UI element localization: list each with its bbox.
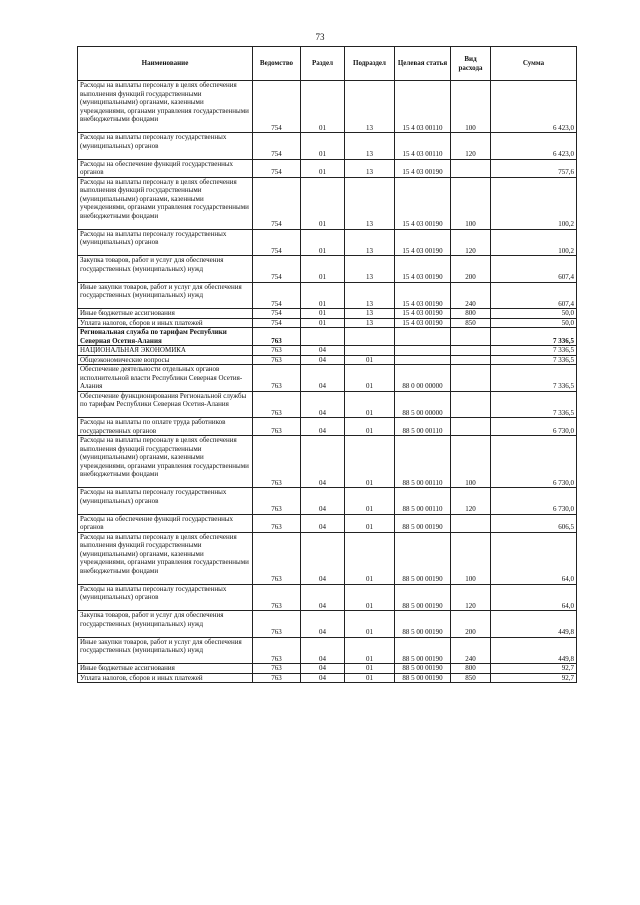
- row-amount-cell: 7 336,5: [491, 346, 577, 356]
- row-name-cell: Расходы на выплаты персоналу государственных (муниципальных) органов: [78, 133, 253, 160]
- row-name-cell: НАЦИОНАЛЬНАЯ ЭКОНОМИКА: [78, 346, 253, 356]
- row-subsection-cell: 13: [345, 133, 395, 160]
- row-section-cell: 04: [301, 637, 345, 664]
- table-row: [78, 673, 577, 683]
- table-row: [78, 532, 577, 584]
- column-header-subsection: Подраздел: [345, 47, 395, 81]
- row-subsection-cell: 01: [345, 514, 395, 532]
- row-section-cell: 04: [301, 664, 345, 674]
- row-subsection-cell: 01: [345, 637, 395, 664]
- table-row: [78, 391, 577, 418]
- table-row: [78, 159, 577, 177]
- table-row: [78, 418, 577, 436]
- row-amount-cell: 92,7: [491, 673, 577, 683]
- row-amount-cell: 7 336,5: [491, 328, 577, 346]
- row-section-cell: 04: [301, 673, 345, 683]
- row-target-article-cell: [395, 328, 451, 346]
- row-subsection-cell: 13: [345, 81, 395, 133]
- table-row: [78, 488, 577, 515]
- row-department-cell: 763: [253, 418, 301, 436]
- row-section-cell: [301, 328, 345, 346]
- table-row: [78, 318, 577, 328]
- row-target-article-cell: 88 5 00 00190: [395, 611, 451, 638]
- row-amount-cell: 7 336,5: [491, 355, 577, 365]
- row-department-cell: 763: [253, 488, 301, 515]
- row-subsection-cell: 01: [345, 365, 395, 392]
- row-target-article-cell: 88 0 00 00000: [395, 365, 451, 392]
- row-name-cell: Расходы на обеспечение функций государственных органов: [78, 159, 253, 177]
- row-department-cell: 763: [253, 673, 301, 683]
- row-subsection-cell: 13: [345, 159, 395, 177]
- row-expense-type-cell: 120: [451, 229, 491, 256]
- row-department-cell: 763: [253, 584, 301, 611]
- row-expense-type-cell: 240: [451, 282, 491, 309]
- row-name-cell: Расходы на выплаты персоналу государственных (муниципальных) органов: [78, 229, 253, 256]
- row-amount-cell: 757,6: [491, 159, 577, 177]
- row-amount-cell: 449,8: [491, 611, 577, 638]
- row-subsection-cell: 01: [345, 488, 395, 515]
- row-expense-type-cell: 800: [451, 309, 491, 319]
- row-expense-type-cell: 240: [451, 637, 491, 664]
- row-department-cell: 754: [253, 81, 301, 133]
- row-target-article-cell: 15 4 03 00110: [395, 81, 451, 133]
- row-target-article-cell: 15 4 03 00190: [395, 159, 451, 177]
- row-name-cell: Иные закупки товаров, работ и услуг для обеспечения государственных (муниципальных) нужд: [78, 637, 253, 664]
- row-name-cell: Закупка товаров, работ и услуг для обеспечения государственных (муниципальных) нужд: [78, 256, 253, 283]
- row-department-cell: 763: [253, 355, 301, 365]
- row-department-cell: 763: [253, 664, 301, 674]
- row-target-article-cell: 15 4 03 00190: [395, 318, 451, 328]
- row-name-cell: Обеспечение деятельности отдельных органов исполнительной власти Республики Северная Осетия-Алания: [78, 365, 253, 392]
- row-section-cell: 04: [301, 488, 345, 515]
- row-subsection-cell: 13: [345, 256, 395, 283]
- row-department-cell: 763: [253, 436, 301, 488]
- row-expense-type-cell: [451, 365, 491, 392]
- row-amount-cell: 6 423,0: [491, 81, 577, 133]
- row-amount-cell: 100,2: [491, 177, 577, 229]
- row-subsection-cell: [345, 346, 395, 356]
- row-amount-cell: 6 730,0: [491, 418, 577, 436]
- row-expense-type-cell: [451, 328, 491, 346]
- table-row: [78, 355, 577, 365]
- row-name-cell: Уплата налогов, сборов и иных платежей: [78, 318, 253, 328]
- row-name-cell: Иные бюджетные ассигнования: [78, 664, 253, 674]
- row-name-cell: Расходы на выплаты персоналу в целях обеспечения выполнения функций государственными (муниципальными) органами, казенными учреждениями, органами управления государственными внебюджетными фондами: [78, 81, 253, 133]
- budget-table: [77, 46, 577, 683]
- row-name-cell: Расходы на выплаты персоналу в целях обеспечения выполнения функций государственными (муниципальными) органами, казенными учреждениями, органами управления государственными внебюджетными фондами: [78, 177, 253, 229]
- row-name-cell: Общеэкономические вопросы: [78, 355, 253, 365]
- row-section-cell: 01: [301, 256, 345, 283]
- row-expense-type-cell: [451, 159, 491, 177]
- row-amount-cell: 50,0: [491, 318, 577, 328]
- row-amount-cell: 64,0: [491, 584, 577, 611]
- row-section-cell: 04: [301, 346, 345, 356]
- row-subsection-cell: 01: [345, 436, 395, 488]
- column-header-amount: Сумма: [491, 47, 577, 81]
- row-target-article-cell: 88 5 00 00190: [395, 664, 451, 674]
- row-amount-cell: 6 423,0: [491, 133, 577, 160]
- row-target-article-cell: 15 4 03 00190: [395, 229, 451, 256]
- row-target-article-cell: 88 5 00 00190: [395, 673, 451, 683]
- row-section-cell: 01: [301, 177, 345, 229]
- row-amount-cell: 50,0: [491, 309, 577, 319]
- row-expense-type-cell: 120: [451, 133, 491, 160]
- row-name-cell: Уплата налогов, сборов и иных платежей: [78, 673, 253, 683]
- row-target-article-cell: 88 5 00 00190: [395, 637, 451, 664]
- row-section-cell: 01: [301, 133, 345, 160]
- row-amount-cell: 6 730,0: [491, 436, 577, 488]
- column-header-expense-type: Вид расхода: [451, 47, 491, 81]
- row-target-article-cell: 15 4 03 00190: [395, 282, 451, 309]
- row-name-cell: Расходы на выплаты персоналу в целях обеспечения выполнения функций государственными (муниципальными) органами, казенными учреждениями, органами управления государственными внебюджетными фондами: [78, 532, 253, 584]
- row-target-article-cell: 15 4 03 00190: [395, 177, 451, 229]
- row-expense-type-cell: 120: [451, 584, 491, 611]
- row-expense-type-cell: [451, 391, 491, 418]
- row-amount-cell: 6 730,0: [491, 488, 577, 515]
- row-department-cell: 763: [253, 611, 301, 638]
- row-target-article-cell: 15 4 03 00190: [395, 309, 451, 319]
- row-amount-cell: 607,4: [491, 256, 577, 283]
- row-expense-type-cell: 100: [451, 532, 491, 584]
- table-header-row: [78, 47, 577, 81]
- row-amount-cell: 7 336,5: [491, 365, 577, 392]
- row-section-cell: 01: [301, 282, 345, 309]
- row-target-article-cell: 88 5 00 00110: [395, 418, 451, 436]
- row-target-article-cell: 88 5 00 00000: [395, 391, 451, 418]
- row-expense-type-cell: 200: [451, 611, 491, 638]
- row-amount-cell: 7 336,5: [491, 391, 577, 418]
- row-section-cell: 01: [301, 318, 345, 328]
- row-department-cell: 763: [253, 637, 301, 664]
- table-row: [78, 229, 577, 256]
- row-section-cell: 04: [301, 532, 345, 584]
- row-section-cell: 01: [301, 309, 345, 319]
- row-expense-type-cell: 200: [451, 256, 491, 283]
- row-subsection-cell: 01: [345, 418, 395, 436]
- row-expense-type-cell: 850: [451, 673, 491, 683]
- table-row: [78, 365, 577, 392]
- row-section-cell: 04: [301, 436, 345, 488]
- row-subsection-cell: 01: [345, 532, 395, 584]
- row-section-cell: 04: [301, 514, 345, 532]
- row-subsection-cell: 13: [345, 282, 395, 309]
- row-target-article-cell: [395, 355, 451, 365]
- row-subsection-cell: 01: [345, 673, 395, 683]
- row-name-cell: Иные бюджетные ассигнования: [78, 309, 253, 319]
- row-section-cell: 01: [301, 81, 345, 133]
- row-section-cell: 04: [301, 418, 345, 436]
- table-row: [78, 328, 577, 346]
- row-expense-type-cell: 100: [451, 436, 491, 488]
- row-department-cell: 763: [253, 514, 301, 532]
- row-subsection-cell: 13: [345, 318, 395, 328]
- row-section-cell: 04: [301, 611, 345, 638]
- row-expense-type-cell: [451, 355, 491, 365]
- row-expense-type-cell: 100: [451, 81, 491, 133]
- row-target-article-cell: [395, 346, 451, 356]
- row-target-article-cell: 88 5 00 00110: [395, 488, 451, 515]
- row-department-cell: 754: [253, 318, 301, 328]
- column-header-department: Ведомство: [253, 47, 301, 81]
- row-department-cell: 754: [253, 256, 301, 283]
- row-subsection-cell: 01: [345, 355, 395, 365]
- row-name-cell: Расходы на обеспечение функций государственных органов: [78, 514, 253, 532]
- row-section-cell: 04: [301, 391, 345, 418]
- row-department-cell: 754: [253, 133, 301, 160]
- row-expense-type-cell: 100: [451, 177, 491, 229]
- row-department-cell: 763: [253, 391, 301, 418]
- table-row: [78, 133, 577, 160]
- row-target-article-cell: 88 5 00 00190: [395, 532, 451, 584]
- table-row: [78, 611, 577, 638]
- row-target-article-cell: 15 4 03 00110: [395, 133, 451, 160]
- row-department-cell: 763: [253, 532, 301, 584]
- row-expense-type-cell: 850: [451, 318, 491, 328]
- table-row: [78, 309, 577, 319]
- row-name-cell: Региональная служба по тарифам Республики Северная Осетия-Алания: [78, 328, 253, 346]
- row-section-cell: 01: [301, 159, 345, 177]
- row-subsection-cell: 01: [345, 611, 395, 638]
- row-target-article-cell: 88 5 00 00190: [395, 584, 451, 611]
- row-amount-cell: 100,2: [491, 229, 577, 256]
- row-department-cell: 754: [253, 159, 301, 177]
- row-target-article-cell: 15 4 03 00190: [395, 256, 451, 283]
- row-subsection-cell: 01: [345, 584, 395, 611]
- row-amount-cell: 449,8: [491, 637, 577, 664]
- row-subsection-cell: 01: [345, 664, 395, 674]
- column-header-section: Раздел: [301, 47, 345, 81]
- column-header-target-article: Целевая статья: [395, 47, 451, 81]
- row-amount-cell: 606,5: [491, 514, 577, 532]
- row-subsection-cell: 13: [345, 229, 395, 256]
- row-subsection-cell: 01: [345, 391, 395, 418]
- row-department-cell: 754: [253, 309, 301, 319]
- table-row: [78, 514, 577, 532]
- row-expense-type-cell: [451, 346, 491, 356]
- table-row: [78, 177, 577, 229]
- row-subsection-cell: [345, 328, 395, 346]
- row-section-cell: 04: [301, 584, 345, 611]
- row-expense-type-cell: 120: [451, 488, 491, 515]
- row-name-cell: Закупка товаров, работ и услуг для обеспечения государственных (муниципальных) нужд: [78, 611, 253, 638]
- row-name-cell: Расходы на выплаты по оплате труда работников государственных органов: [78, 418, 253, 436]
- row-amount-cell: 607,4: [491, 282, 577, 309]
- row-name-cell: Иные закупки товаров, работ и услуг для обеспечения государственных (муниципальных) нужд: [78, 282, 253, 309]
- table-row: [78, 346, 577, 356]
- row-amount-cell: 64,0: [491, 532, 577, 584]
- table-row: [78, 282, 577, 309]
- row-section-cell: 04: [301, 355, 345, 365]
- row-expense-type-cell: 800: [451, 664, 491, 674]
- row-subsection-cell: 13: [345, 309, 395, 319]
- table-row: [78, 256, 577, 283]
- row-subsection-cell: 13: [345, 177, 395, 229]
- row-section-cell: 01: [301, 229, 345, 256]
- table-row: [78, 436, 577, 488]
- table-row: [78, 664, 577, 674]
- table-row: [78, 584, 577, 611]
- row-amount-cell: 92,7: [491, 664, 577, 674]
- row-department-cell: 754: [253, 229, 301, 256]
- row-name-cell: Расходы на выплаты персоналу государственных (муниципальных) органов: [78, 584, 253, 611]
- column-header-name: Наименование: [78, 47, 253, 81]
- row-name-cell: Расходы на выплаты персоналу в целях обеспечения выполнения функций государственными (муниципальными) органами, казенными учреждениями, органами управления государственными внебюджетными фондами: [78, 436, 253, 488]
- row-department-cell: 754: [253, 282, 301, 309]
- table-body: [78, 81, 577, 683]
- row-expense-type-cell: [451, 514, 491, 532]
- row-target-article-cell: 88 5 00 00110: [395, 436, 451, 488]
- row-department-cell: 754: [253, 177, 301, 229]
- page-number: 73: [315, 32, 325, 42]
- row-section-cell: 04: [301, 365, 345, 392]
- row-department-cell: 763: [253, 346, 301, 356]
- table-row: [78, 81, 577, 133]
- row-expense-type-cell: [451, 418, 491, 436]
- row-department-cell: 763: [253, 365, 301, 392]
- row-name-cell: Расходы на выплаты персоналу государственных (муниципальных) органов: [78, 488, 253, 515]
- table-row: [78, 637, 577, 664]
- row-name-cell: Обеспечение функционирования Региональной службы по тарифам Республики Северная Осетия-Алания: [78, 391, 253, 418]
- row-target-article-cell: 88 5 00 00190: [395, 514, 451, 532]
- row-department-cell: 763: [253, 328, 301, 346]
